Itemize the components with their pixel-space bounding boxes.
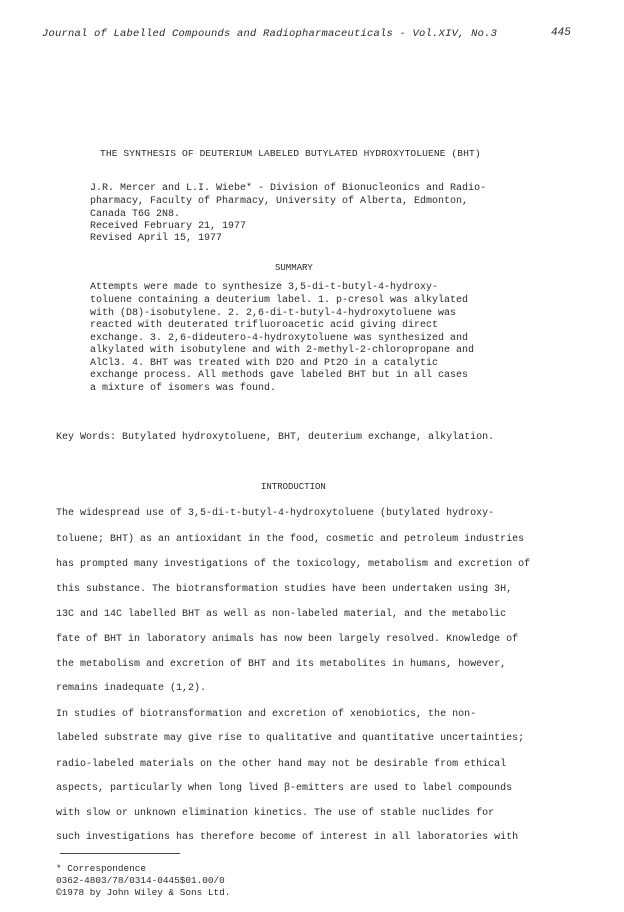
intro-line: remains inadequate (1,2). <box>56 683 207 694</box>
introduction-heading: INTRODUCTION <box>261 482 326 492</box>
intro-line: radio-labeled materials on the other hand may not be desirable from ethical <box>56 759 507 770</box>
intro-line: such investigations has therefore become of interest in all laboratories with <box>56 832 519 843</box>
summary-line: exchange process. All methods gave labeled BHT but in all cases <box>90 370 469 381</box>
revised-date: Revised April 15, 1977 <box>90 233 223 244</box>
author-line: Canada T6G 2N8. <box>90 209 181 220</box>
footnote-code: 0362-4803/78/0314-0445$01.00/0 <box>56 875 225 886</box>
article-title: THE SYNTHESIS OF DEUTERIUM LABELED BUTYLATED HYDROXYTOLUENE (BHT) <box>100 148 481 159</box>
intro-line: has prompted many investigations of the toxicology, metabolism and excretion of <box>56 559 531 570</box>
running-header: Journal of Labelled Compounds and Radiopharmaceuticals - Vol.XIV, No.3 <box>42 28 498 40</box>
intro-line: with slow or unknown elimination kinetics. The use of stable nuclides for <box>56 808 495 819</box>
author-line: J.R. Mercer and L.I. Wiebe* - Division of Bionucleonics and Radio- <box>90 183 487 194</box>
summary-heading: SUMMARY <box>275 263 313 273</box>
summary-line: Attempts were made to synthesize 3,5-di-t-butyl-4-hydroxy- <box>90 282 439 293</box>
summary-line: reacted with deuterated trifluoroacetic acid giving direct <box>90 320 439 331</box>
intro-line: labeled substrate may give rise to qualitative and quantitative uncertainties; <box>56 733 525 744</box>
footnote-divider <box>60 853 180 854</box>
keywords: Key Words: Butylated hydroxytoluene, BHT, deuterium exchange, alkylation. <box>56 432 495 443</box>
received-date: Received February 21, 1977 <box>90 221 247 232</box>
intro-line: The widespread use of 3,5-di-t-butyl-4-hydroxytoluene (butylated hydroxy- <box>56 508 495 519</box>
summary-line: exchange. 3. 2,6-dideutero-4-hydroxytoluene was synthesized and <box>90 333 469 344</box>
summary-line: a mixture of isomers was found. <box>90 383 277 394</box>
page-number: 445 <box>551 27 571 39</box>
intro-line: fate of BHT in laboratory animals has now been largely resolved. Knowledge of <box>56 634 519 645</box>
footnote-copyright: ©1978 by John Wiley & Sons Ltd. <box>56 887 231 898</box>
author-line: pharmacy, Faculty of Pharmacy, University of Alberta, Edmonton, <box>90 196 469 207</box>
footnote-correspondence: * Correspondence <box>56 863 147 874</box>
intro-line: toluene; BHT) as an antioxidant in the food, cosmetic and petroleum industries <box>56 534 525 545</box>
intro-line: the metabolism and excretion of BHT and its metabolites in humans, however, <box>56 659 507 670</box>
intro-line: 13C and 14C labelled BHT as well as non-labeled material, and the metabolic <box>56 609 507 620</box>
summary-line: AlCl3. 4. BHT was treated with D2O and Pt2O in a catalytic <box>90 358 439 369</box>
summary-line: with (D8)-isobutylene. 2. 2,6-di-t-butyl-4-hydroxytoluene was <box>90 308 457 319</box>
intro-line: this substance. The biotransformation studies have been undertaken using 3H, <box>56 584 513 595</box>
summary-line: toluene containing a deuterium label. 1. p-cresol was alkylated <box>90 295 469 306</box>
summary-line: alkylated with isobutylene and with 2-methyl-2-chloropropane and <box>90 345 475 356</box>
intro-line: aspects, particularly when long lived β-emitters are used to label compounds <box>56 783 513 794</box>
intro-line: In studies of biotransformation and excretion of xenobiotics, the non- <box>56 709 477 720</box>
